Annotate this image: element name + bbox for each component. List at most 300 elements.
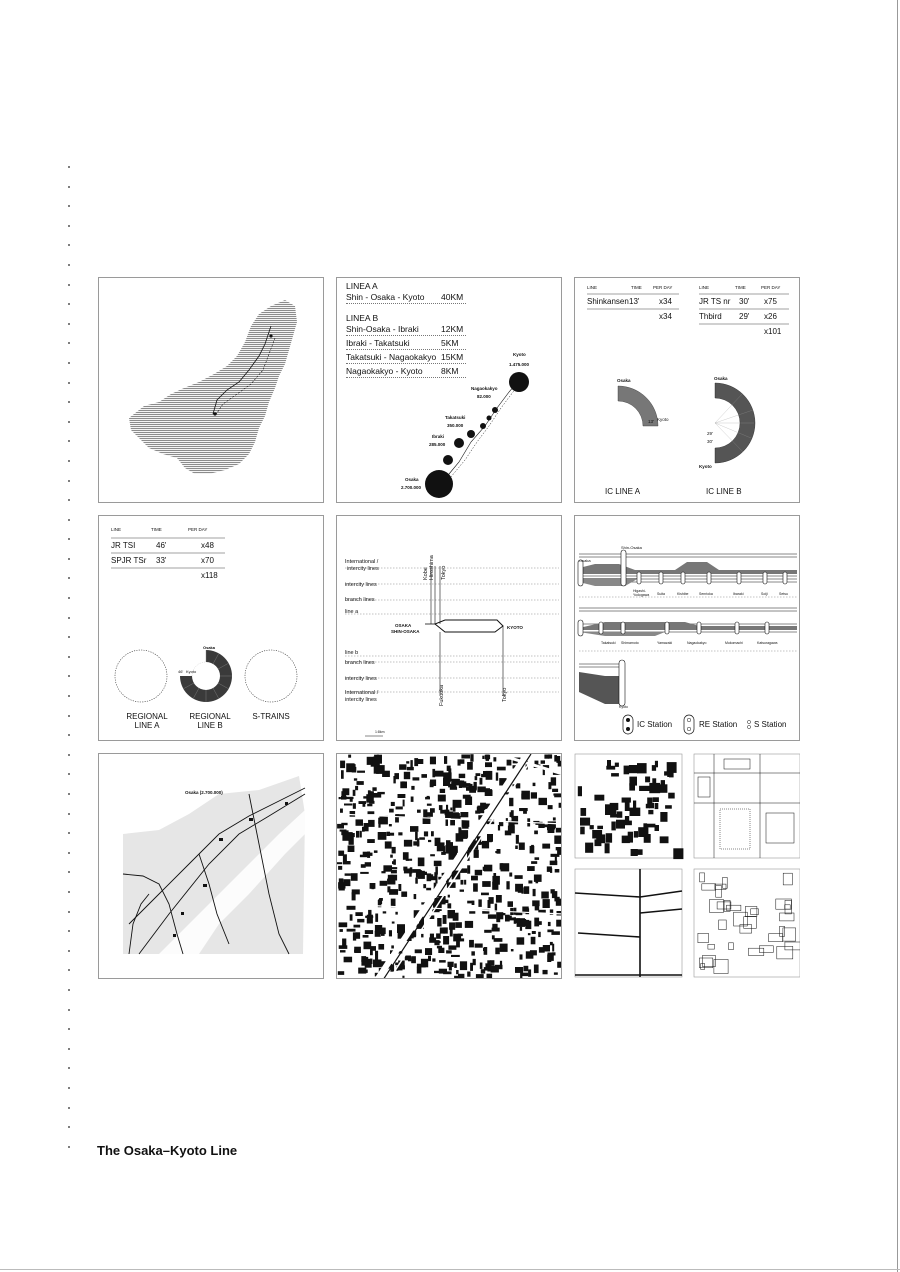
tile-building [581,808,587,816]
tile-building [594,795,604,801]
legend-re-station: RE Station [699,720,738,729]
building-block [495,948,500,955]
building-block [475,870,482,876]
tile-building [648,810,653,814]
building-block [339,878,344,886]
schema-label-2: branch lines [345,597,375,603]
building-block [375,951,378,960]
city-dot-kyoto [509,372,529,392]
building-block [486,771,493,780]
building-block [404,772,410,779]
building-block [378,899,382,904]
margin-dot [68,832,70,834]
margin-dot [68,205,70,207]
building-block [368,820,375,827]
building-block [368,790,371,795]
tile-building [578,786,582,796]
margin-dot [68,1126,70,1128]
panel-region-map [98,277,324,503]
building-block [466,787,472,791]
schema-label-0a: International / [345,559,379,565]
panel-station-diagram [574,515,800,741]
ic-row-shinkansen-time: 13' [629,297,640,306]
schema-label-5: branch lines [345,660,375,666]
building-block [541,760,545,763]
ic-gauge-b-end: Kyoto [699,464,712,469]
building-block [446,819,449,826]
building-block [450,787,457,790]
margin-dot [68,675,70,677]
building-block [554,836,561,844]
building-block [392,861,395,864]
tile-building [622,798,631,803]
building-block [421,774,427,778]
margin-dot [68,382,70,384]
margin-dot [68,166,70,168]
ic-gauge-a-top: Osaka [617,378,631,383]
building-block [356,819,364,825]
margin-dot [68,323,70,325]
building-block [516,835,519,844]
building-block [387,879,395,885]
ic-row-jrts-time: 30' [739,297,750,306]
tile-building [645,777,650,783]
document-caption: The Osaka–Kyoto Line [97,1143,238,1158]
tile-building [644,834,651,843]
building-block [402,976,404,978]
tile-building [660,836,669,843]
building-block [441,852,446,855]
building-block [378,929,380,934]
building-block [339,797,341,799]
building-block [544,755,549,759]
building-block [341,791,346,799]
building-block [360,872,369,874]
regional-b-label [179,712,241,730]
tile-building [609,806,616,815]
tile-building [667,762,677,773]
building-block [460,812,468,817]
building-block [477,787,485,793]
regional-row-jrtsi-time: 46' [156,541,167,550]
margin-dot [68,695,70,697]
tile-building [643,823,647,832]
margin-dot [68,460,70,462]
building-block [387,886,390,892]
margin-dot [68,244,70,246]
ic-row-thbird-perday: x26 [764,312,777,321]
building-block [428,956,431,961]
building-block [455,813,460,817]
building-block [438,941,440,943]
building-block [337,862,342,864]
city-name-ibraki: Ibraki [432,434,445,439]
building-block [446,950,452,953]
building-block [339,887,345,891]
tile-building [634,831,638,838]
station-row1-label-5: Soiji [761,592,768,596]
topographic-map-graphic [99,754,324,979]
margin-dot [68,852,70,854]
building-block [439,805,443,810]
line-a-row-distance: 40KM [441,292,464,302]
building-block [373,793,381,798]
building-block [556,847,562,850]
building-block [534,875,542,882]
tile-building [629,777,637,786]
building-block [552,789,558,792]
building-block [480,976,483,979]
tile-building [655,803,659,809]
tile-building [646,804,650,809]
tile-building [655,825,660,831]
building-block [465,921,473,928]
building-block [395,963,398,966]
building-block [430,934,434,941]
building-block [398,884,401,891]
building-block [346,797,354,799]
building-block [559,803,562,808]
margin-dot [68,421,70,423]
tile-building [655,761,658,768]
building-block [539,798,548,805]
tile-building [664,771,668,775]
building-block [461,755,470,759]
station-row2-label-3: Nagaokakyo [687,641,707,645]
building-block [494,938,503,942]
tile-building [653,797,659,802]
building-block [550,942,553,945]
building-block [467,865,470,873]
ic-left-header-perday: PER DAY [653,285,673,290]
building-block [440,928,445,934]
margin-dot [68,773,70,775]
margin-dot [68,1048,70,1050]
building-block [338,971,344,975]
building-block [531,861,537,864]
regional-lines-graphic [99,516,324,741]
building-block [401,892,407,897]
building-block [493,757,496,761]
building-block [365,930,373,934]
building-block [508,901,514,907]
building-block [426,888,431,891]
schema-top-city-0: Kobe [423,567,429,580]
tile-building [625,816,629,823]
schema-top-city-1: Hiroshima [429,555,435,580]
building-block [378,944,384,950]
city-name-kyoto: Kyoto [513,352,526,357]
building-block [499,822,503,826]
building-block [492,928,500,932]
tile-building [668,793,675,799]
ic-row-thbird-line: Thbird [699,312,722,321]
building-block [496,919,500,922]
building-block [448,768,451,773]
margin-dot [68,1146,70,1148]
building-block [461,880,464,885]
building-block [469,911,475,914]
ic-right-total: x101 [764,327,782,336]
building-block [531,845,534,852]
building-block [548,782,551,789]
building-block [464,880,466,885]
line-b-title: LINEA B [346,313,379,323]
building-block [392,922,395,924]
building-block [497,849,501,854]
building-block [415,878,418,884]
building-block [482,881,491,887]
building-block [380,928,386,935]
building-block [425,948,432,955]
building-block [453,913,459,921]
building-block [527,866,535,871]
building-block [532,931,536,934]
tile-building [660,812,667,822]
legend-s-station-icon [747,720,750,728]
building-block [410,826,418,832]
regional-b-ring [180,650,232,702]
building-block [408,957,411,961]
building-block [369,801,374,804]
building-block [438,795,446,802]
building-block [403,852,409,860]
station-row2-label-4: Mukomachi [725,641,743,645]
regional-total: x118 [201,571,218,580]
building-block [523,810,527,814]
building-block [347,906,356,910]
legend-re-station-icon [684,715,694,734]
tile-building [606,766,615,770]
ic-right-header-time: TIME [735,285,746,290]
building-block [500,944,508,952]
line-a-track [435,620,503,632]
building-block [547,930,553,933]
building-block [367,852,370,858]
building-block [409,868,412,876]
schema-label-3: line a [345,609,359,615]
building-block [345,873,351,875]
building-block [357,771,365,773]
building-block [534,918,539,927]
building-block [357,781,364,785]
margin-dot [68,342,70,344]
building-block [482,756,484,759]
tile-building [611,822,615,831]
building-block [417,967,422,974]
tile-building [665,805,672,809]
regional-row-spjr-perday: x70 [201,556,214,565]
building-block [507,760,512,766]
schema-label-0b: intercity lines [347,566,379,572]
city-dot-takatsuki [467,430,475,438]
schema-bottom-city-1: Tokyo [502,687,508,702]
city-pop-ibraki: 285.000 [429,442,446,447]
tile-building [649,783,660,793]
tile-building [590,825,594,829]
city-dot-osaka [425,470,453,498]
building-block [456,833,464,841]
page-edge [897,0,898,1272]
building-block [340,761,345,769]
building-block [456,941,460,947]
building-block [352,892,356,900]
building-block [521,791,530,800]
ic-gauge-b-top: Osaka [714,376,728,381]
building-block [392,847,396,854]
tile-building [611,773,619,776]
margin-dot [68,264,70,266]
margin-dot [68,989,70,991]
building-block [354,778,357,780]
line-b-row-route: Takatsuki - Nagaokakyo [346,352,437,362]
building-block [390,855,393,858]
building-block [438,948,444,953]
building-block [470,754,473,762]
regional-row-spjr-time: 33' [156,556,167,565]
building-block [473,883,478,891]
building-block [508,826,515,834]
building-block [339,945,348,949]
building-block [383,911,387,913]
building-block [481,893,489,896]
building-block [480,778,483,785]
building-block [556,828,562,833]
line-b-row-distance: 15KM [441,352,464,362]
building-block [370,959,372,964]
building-block [511,949,514,951]
building-block [515,875,523,879]
building-block [450,928,453,936]
building-block [350,811,356,817]
ic-row-jrts-line: JR TS nr [699,297,731,306]
regional-header-line: LINE [111,527,122,532]
building-block [367,839,375,843]
building-block [437,946,442,949]
building-block [474,850,479,858]
building-block [375,914,378,922]
tile-building [624,766,630,775]
building-block [539,921,542,925]
building-block [389,889,398,895]
building-block [436,933,441,938]
building-block [407,767,414,770]
building-block [480,963,483,969]
building-block [485,755,490,760]
building-block [472,901,475,905]
map-osaka-label: Osaka (2.700.000) [185,790,223,795]
building-block [385,841,392,848]
building-block [505,915,510,922]
building-block [343,861,351,864]
building-block [353,803,356,809]
s-trains-label [240,712,302,721]
tile-building [615,763,619,767]
line-a-row-route: Shin - Osaka - Kyoto [346,292,425,302]
building-block [490,960,495,966]
building-block [344,957,353,963]
ic-left-total: x34 [659,312,672,321]
building-block [534,831,538,835]
building-block [353,932,356,940]
building-block [450,808,452,811]
building-block [453,800,462,808]
building-block [465,797,472,806]
building-block [531,937,536,945]
building-block [471,876,478,881]
building-block [548,805,553,809]
tile-building [617,811,623,817]
margin-dot [68,969,70,971]
building-block [451,955,460,957]
margin-dot [68,284,70,286]
building-block [506,881,509,889]
building-block [427,804,432,806]
building-block [448,945,456,949]
building-block [550,861,558,866]
building-block [517,937,525,944]
building-block [361,970,368,973]
building-block [553,817,556,820]
building-block [360,831,362,838]
building-block [556,756,560,763]
ic-row-shinkansen-line: Shinkansen [587,297,629,306]
building-block [520,954,523,959]
building-block [547,866,552,872]
building-block [430,808,435,813]
building-block [483,948,487,951]
building-block [528,933,531,935]
city-dot-nagaokakyo [492,407,498,413]
margin-dot [68,225,70,227]
panel-network-schema [336,515,562,741]
building-block [469,940,474,948]
tile-building [630,808,641,816]
tile-building [628,832,633,843]
building-block [458,759,461,765]
building-block [460,961,467,970]
building-block [432,958,435,961]
tile-building [580,818,590,826]
margin-dot [68,401,70,403]
building-block [528,969,531,976]
margin-dot [68,577,70,579]
panel-line-distances [336,277,562,503]
margin-dot [68,480,70,482]
building-block [488,900,491,908]
margin-dot [68,1107,70,1109]
ic-gauge-b-time2: 30' [707,439,713,444]
margin-dot [68,1087,70,1089]
regional-a-label-text: REGIONAL LINE A [126,712,168,730]
building-block [510,812,513,817]
building-block [356,932,361,939]
building-block [475,944,483,948]
s-trains-empty-ring [245,650,297,702]
legend-s-station: S Station [754,720,787,729]
building-block [398,794,406,798]
margin-dot [68,303,70,305]
city-name-takatsuki: Takatsuki [445,415,466,420]
city-pop-kyoto: 1.475.000 [509,362,530,367]
building-block [370,949,373,955]
building-block [466,783,471,787]
building-block [543,899,550,908]
ic-row-jrts-perday: x75 [764,297,777,306]
building-block [524,966,529,972]
building-block [342,939,346,946]
building-block [351,873,358,881]
